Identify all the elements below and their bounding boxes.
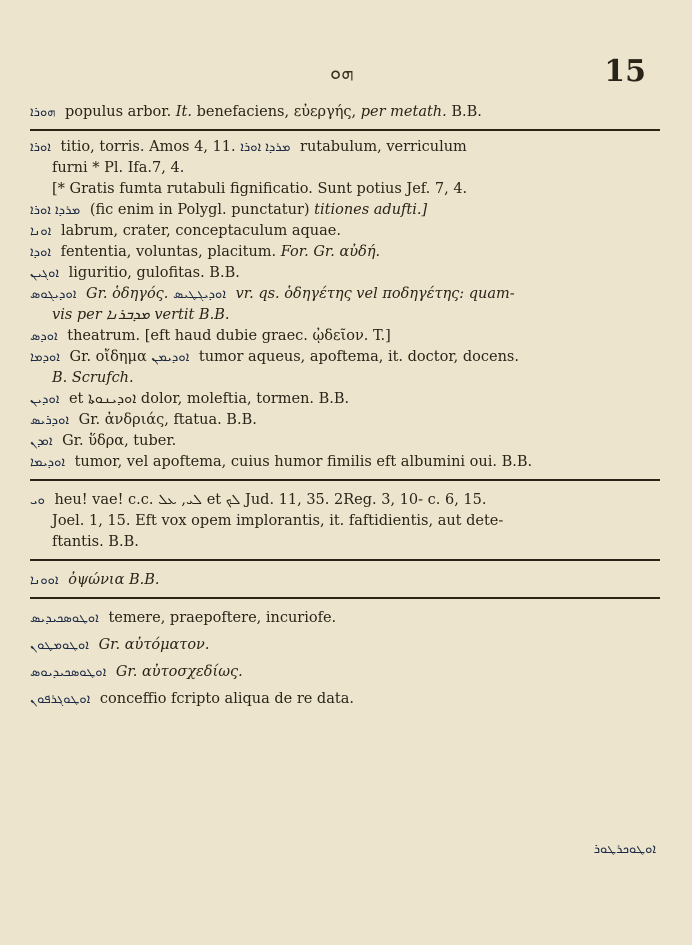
entry-concessio (30, 689, 660, 710)
entry-note: per metath. (360, 104, 447, 120)
syriac-headword: ܐܘܛܘܓܪܦܘܢ (30, 692, 91, 707)
entry-liguritio (30, 263, 660, 284)
entry-titiones (30, 200, 660, 221)
entry-text-rest: benefaciens, εὐεργής, (196, 104, 357, 120)
editor-note (30, 179, 660, 200)
entry-continuation: Joel. 1, 15. Eft vox opem implorantis, it. faftidientis, aut dete- (52, 513, 504, 529)
entry-heu (30, 490, 660, 553)
entry-text: et ܐܘܕܝܢܘܬܐ dolor, moleftia, tormen. B.B. (68, 391, 350, 407)
entry-oidema (30, 347, 660, 389)
entry-text: Gr. ἀνδριάς, ftatua. B.B. (78, 412, 257, 428)
entry-text: fententia, voluntas, placitum. (60, 244, 277, 260)
syriac-headword: ܘܝ (30, 493, 45, 508)
entry-text: Gr. αὐτοσχεδίως. (115, 664, 243, 680)
syriac-headword: ܐܘܛܘܣܟܝܕܝܣ (30, 611, 99, 626)
entry-text: liguritio, gulofitas. B.B. (68, 265, 240, 281)
entry-tuber (30, 431, 660, 452)
syriac-headword: ܐܘܘܢܐ (30, 573, 59, 588)
entry-text: (fic enim in Polygl. punctatur) (89, 202, 310, 218)
head-word: ܗܘ (330, 60, 354, 84)
entry-text: titio, torris. Amos 4, 11. (60, 139, 236, 155)
entry-text: Gr. ὁδηγός. (86, 286, 169, 302)
entry-text: Gr. ὕδρα, tuber. (62, 433, 177, 449)
section-rule (30, 559, 660, 561)
syriac-phrase: ܐܘܕܝܓܛܝܣ (173, 287, 226, 302)
entry-text: rutabulum, verriculum (300, 139, 467, 155)
syriac-headword: ܐܘܛܘܣܟܝܕܝܘܣ (30, 665, 107, 680)
entry-opsonia (30, 570, 660, 591)
entry-text: theatrum. [eft haud dubie graec. ᾠδεῖον. T.] (67, 328, 391, 344)
entry-text: Gr. αὐτόματον. (98, 637, 210, 653)
syriac-headword: ܡܪܕܐ ܐܘܪܐ (30, 203, 81, 218)
entry-text: Gr. οἴδημα (69, 349, 147, 365)
entry-titio (30, 137, 660, 179)
running-header (30, 54, 662, 94)
syriac-headword: ܐܘܢܐ (30, 224, 52, 239)
syriac-phrase: ܐܘܕܝܡܢ (151, 350, 190, 365)
entry-continuation: ftantis. B.B. (52, 534, 139, 550)
section-rule (30, 479, 660, 481)
entry-tumor (30, 452, 660, 473)
section-rule (30, 597, 660, 599)
entry-text: tumor aqueus, apoftema, it. doctor, docens. (198, 349, 519, 365)
note-text: [* Gratis fumta rutabuli fignificatio. Sunt potius Jef. 7, 4. (52, 181, 468, 197)
syriac-headword: ܐܘܕܣ (30, 329, 58, 344)
syriac-headword: ܐܘܕܝܓܘܣ (30, 287, 77, 302)
syriac-headword: ܐܘܕܡܐ (30, 350, 60, 365)
syriac-headword: ܐܘܓܝܢ (30, 266, 60, 281)
syriac-headword: ܐܘܕܢ (30, 434, 53, 449)
entry-continuation: vis per ܡܕܒܪܢܐ vertit B.B. (52, 307, 230, 323)
page-number: 15 (604, 54, 646, 89)
entry-text: labrum, crater, conceptaculum aquae. (60, 223, 341, 239)
entry-theatrum (30, 326, 660, 347)
entry-labrum (30, 221, 660, 242)
dictionary-content (30, 102, 660, 710)
entry-autoschedios (30, 662, 660, 683)
syriac-headword: ܐܘܪܐ (30, 140, 51, 155)
entry-text: ὀψώνια B.B. (68, 572, 160, 588)
entry-text: conceffio fcripto aliqua de re data. (99, 691, 354, 707)
entry-temere (30, 608, 660, 629)
entry-text: populus arbor. (64, 104, 172, 120)
entry-reference: B.B. (451, 104, 482, 120)
syriac-headword: ܐܘܕܝܢ (30, 392, 60, 407)
syriac-headword: ܗܘܪܐ (30, 105, 56, 120)
section-rule (30, 129, 660, 131)
entry-hodegos (30, 284, 660, 326)
entry-gloss: titiones adufti.] (314, 202, 428, 218)
entry-continuation: furni * Pl. Ifa.7, 4. (52, 160, 185, 176)
entry-greek: Gr. αὐδή. (313, 244, 381, 260)
entry-text: heu! vae! c.c. ܠܝ, ܥܠ et ܠܟ Jud. 11, 35. 2Reg. 3, 10- c. 6, 15. (54, 492, 487, 508)
entry-automaton (30, 635, 660, 656)
entry-populus (30, 102, 660, 123)
catchword: ܐܘܛܘܟܪܛܘܪ (593, 842, 656, 857)
syriac-headword: ܐܘܕܐ (30, 245, 51, 260)
entry-abbrev: It. (175, 104, 192, 120)
entry-statua (30, 410, 660, 431)
entry-abbrev: For. (280, 244, 309, 260)
entry-text: tumor, vel apoftema, cuius humor fimilis eft albumini oui. B.B. (74, 454, 533, 470)
entry-sententia (30, 242, 660, 263)
syriac-phrase: ܡܪܕܐ ܐܘܪܐ (240, 140, 291, 155)
entry-text: vr. qs. ὁδηγέτης vel ποδηγέτης: quam- (235, 286, 515, 302)
syriac-headword: ܐܘܕܝܡܐ (30, 455, 65, 470)
entry-dolor (30, 389, 660, 410)
entry-continuation: B. Scrufch. (52, 370, 134, 386)
syriac-headword: ܐܘܛܘܡܛܘܢ (30, 638, 89, 653)
entry-text: temere, praepoftere, incuriofe. (108, 610, 337, 626)
syriac-headword: ܐܘܕܪܝܣ (30, 413, 70, 428)
